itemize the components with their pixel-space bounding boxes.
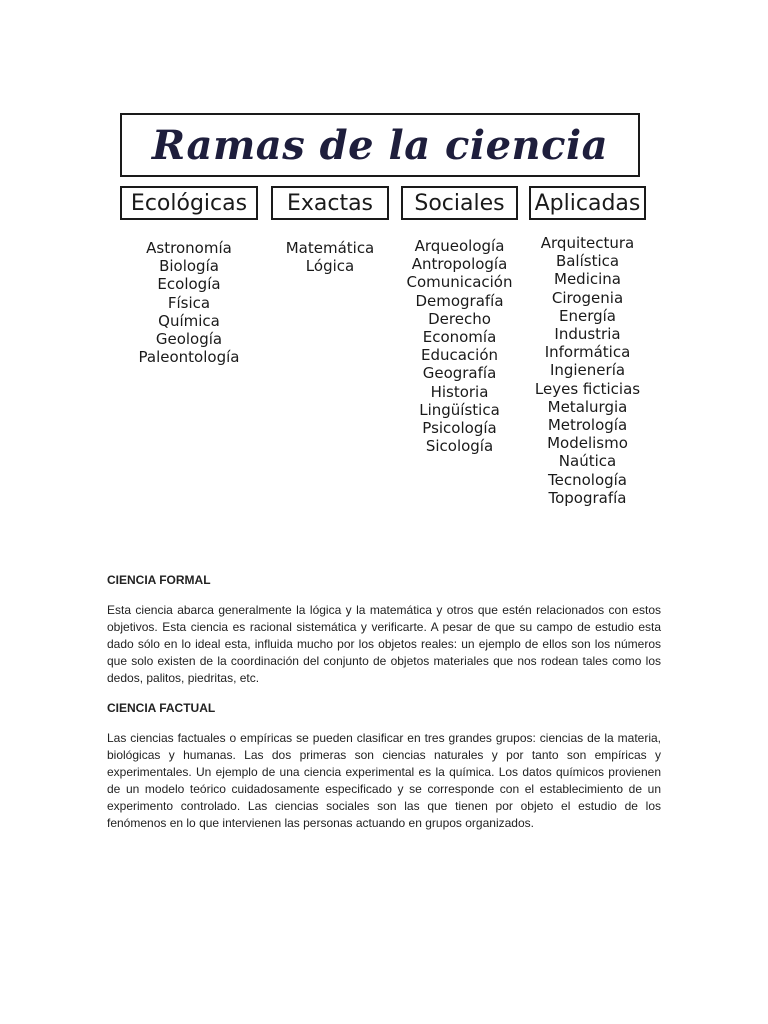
category-label-sociales: Sociales <box>414 190 505 216</box>
category-item: Historia <box>430 382 489 401</box>
category-item: Geología <box>155 330 223 349</box>
category-item: Física <box>167 293 211 312</box>
category-item: Ecología <box>157 275 221 294</box>
category-label-ecologicas: Ecológicas <box>130 190 248 216</box>
category-list-ecologicas <box>120 239 258 366</box>
category-item: Derecho <box>428 309 491 328</box>
category-item: Leyes ficticias <box>534 379 641 398</box>
category-item: Modelismo <box>547 434 628 453</box>
category-item: Energía <box>559 306 616 325</box>
section-heading-ciencia-formal: CIENCIA FORMAL <box>107 573 211 587</box>
category-label-exactas: Exactas <box>286 190 374 216</box>
category-item: Cirogenia <box>551 288 624 307</box>
category-item: Demografía <box>415 291 504 310</box>
category-item: Sicología <box>425 437 494 456</box>
ramas-de-la-ciencia-figure <box>118 111 648 511</box>
category-list-exactas <box>271 239 389 275</box>
category-box-ecologicas <box>120 186 258 220</box>
category-item: Metalurgia <box>547 397 628 416</box>
category-item: Educación <box>420 346 499 365</box>
category-item: Geografía <box>422 364 497 383</box>
category-item: Comunicación <box>406 273 513 292</box>
category-item: Economía <box>422 328 497 347</box>
category-box-exactas <box>271 186 389 220</box>
category-item: Medicina <box>554 270 621 289</box>
category-item: Arqueología <box>414 237 505 255</box>
section-paragraph-ciencia-factual: Las ciencias factuales o empíricas se pueden clasificar en tres grandes grupos: ciencias de la materia, biológicas y humanas. Las dos primeras son ciencias naturales y por tanto son empíricas y experimentales. Un ejemplo de una ciencia experimental es la química. Los datos químicos provienen de un modelo teórico cuidadosamente especificado y se corresponde con el establecimiento de un experimento controlado. Las ciencias sociales son las que tienen por objeto el estudio de los fenómenos en lo que intervienen las personas actuando en grupos organizados. <box>107 731 661 830</box>
category-item: Lógica <box>305 257 355 276</box>
category-item: Metrología <box>547 416 628 435</box>
category-item: Balística <box>555 252 620 271</box>
section-heading-ciencia-factual: CIENCIA FACTUAL <box>107 701 216 715</box>
category-box-aplicadas <box>529 186 646 220</box>
category-item: Lingüística <box>419 400 500 419</box>
category-item: Informática <box>544 343 631 362</box>
figure-title: Ramas de la ciencia <box>151 121 609 169</box>
category-item: Topografía <box>548 488 627 507</box>
category-item: Astronomía <box>146 239 232 257</box>
category-item: Arquitectura <box>540 234 635 252</box>
figure-title-box <box>120 113 640 177</box>
category-item: Biología <box>159 257 219 276</box>
category-item: Industria <box>554 325 621 344</box>
category-list-aplicadas <box>529 234 646 507</box>
category-item: Matemática <box>285 239 375 257</box>
category-item: Tecnología <box>548 470 627 489</box>
category-item: Paleontología <box>138 348 240 367</box>
category-box-sociales <box>401 186 518 220</box>
category-item: Ingienería <box>549 361 626 380</box>
section-paragraph-ciencia-formal: Esta ciencia abarca generalmente la lógica y la matemática y otros que estén relacionados con estos objetivos. Esta ciencia es racional sistemática y verificarte. A pesar de que su campo de estudio esta dado sólo en lo ideal esta, influida mucho por los objetos reales: un ejemplo de ellos son los números que solo existen de la coordinación del conjunto de objetos materiales que nos rodean tales como los dedos, palitos, piedritas, etc. <box>107 603 661 685</box>
category-item: Psicología <box>422 419 497 438</box>
category-item: Naútica <box>558 452 617 471</box>
category-item: Química <box>158 311 220 330</box>
category-list-sociales <box>401 237 518 455</box>
category-label-aplicadas: Aplicadas <box>534 190 641 216</box>
category-item: Antropología <box>411 255 508 274</box>
